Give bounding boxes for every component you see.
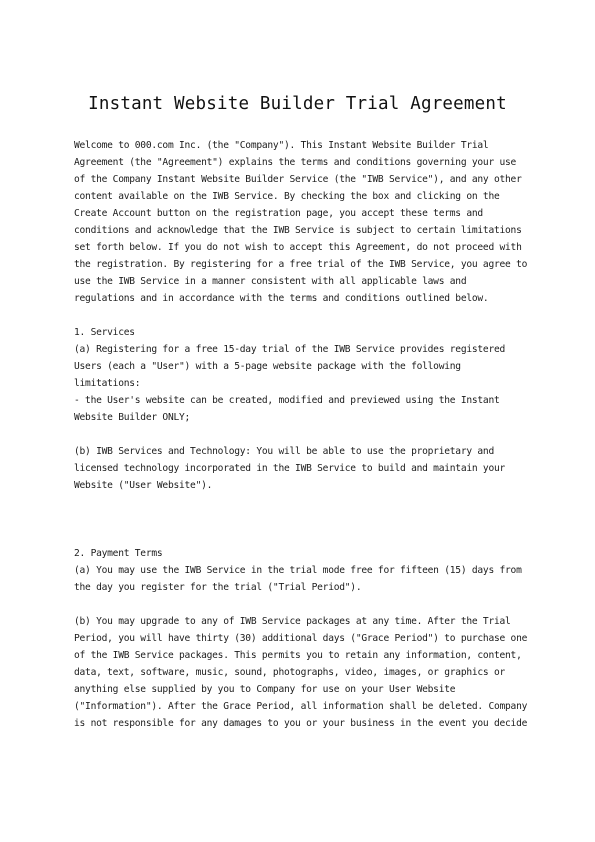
- section-heading-services: 1. Services: [74, 327, 135, 338]
- body-line: (a) You may use the IWB Service in the trial mode free for fifteen (15) days from: [74, 565, 522, 576]
- body-line: Welcome to 000.com Inc. (the "Company"). This Instant Website Builder Trial: [74, 140, 489, 151]
- blank-line: [74, 307, 534, 324]
- blank-line: [74, 426, 534, 443]
- body-line: anything else supplied by you to Company for use on your User Website: [74, 684, 456, 695]
- body-line: of the IWB Service packages. This permits you to retain any information, content,: [74, 650, 522, 661]
- body-line: the registration. By registering for a free trial of the IWB Service, you agree to: [74, 259, 528, 270]
- body-line: is not responsible for any damages to you or your business in the event you decide: [74, 718, 528, 729]
- blank-line: [74, 596, 534, 613]
- body-line: conditions and acknowledge that the IWB Service is subject to certain limitations: [74, 225, 522, 236]
- body-line: regulations and in accordance with the terms and conditions outlined below.: [74, 293, 489, 304]
- section-heading-payment-terms: 2. Payment Terms: [74, 548, 163, 559]
- body-line: data, text, software, music, sound, photographs, video, images, or graphics or: [74, 667, 506, 678]
- body-line: - the User's website can be created, modified and previewed using the Instant: [74, 395, 500, 406]
- body-line: use the IWB Service in a manner consistent with all applicable laws and: [74, 276, 467, 287]
- body-line: (b) IWB Services and Technology: You will be able to use the proprietary and: [74, 446, 494, 457]
- body-line: of the Company Instant Website Builder Service (the "IWB Service"), and any other: [74, 174, 522, 185]
- body-line: (a) Registering for a free 15-day trial of the IWB Service provides registered: [74, 344, 506, 355]
- body-line: Users (each a "User") with a 5-page website package with the following: [74, 361, 461, 372]
- body-line: ("Information"). After the Grace Period, all information shall be deleted. Company: [74, 701, 528, 712]
- body-line: Agreement (the "Agreement") explains the terms and conditions governing your use: [74, 157, 517, 168]
- body-line: Website ("User Website").: [74, 480, 213, 491]
- blank-line: [74, 494, 534, 511]
- blank-line: [74, 511, 534, 528]
- body-line: the day you register for the trial ("Trial Period").: [74, 582, 362, 593]
- body-line: Period, you will have thirty (30) additional days ("Grace Period") to purchase one: [74, 633, 528, 644]
- body-line: Website Builder ONLY;: [74, 412, 191, 423]
- blank-line: [74, 528, 534, 545]
- document-title: Instant Website Builder Trial Agreement: [88, 94, 507, 114]
- body-line: licensed technology incorporated in the IWB Service to build and maintain your: [74, 463, 506, 474]
- body-line: set forth below. If you do not wish to accept this Agreement, do not proceed with: [74, 242, 522, 253]
- body-line: Create Account button on the registration page, you accept these terms and: [74, 208, 483, 219]
- body-line: limitations:: [74, 378, 141, 389]
- body-line: content available on the IWB Service. By checking the box and clicking on the: [74, 191, 500, 202]
- body-line: (b) You may upgrade to any of IWB Service packages at any time. After the Trial: [74, 616, 511, 627]
